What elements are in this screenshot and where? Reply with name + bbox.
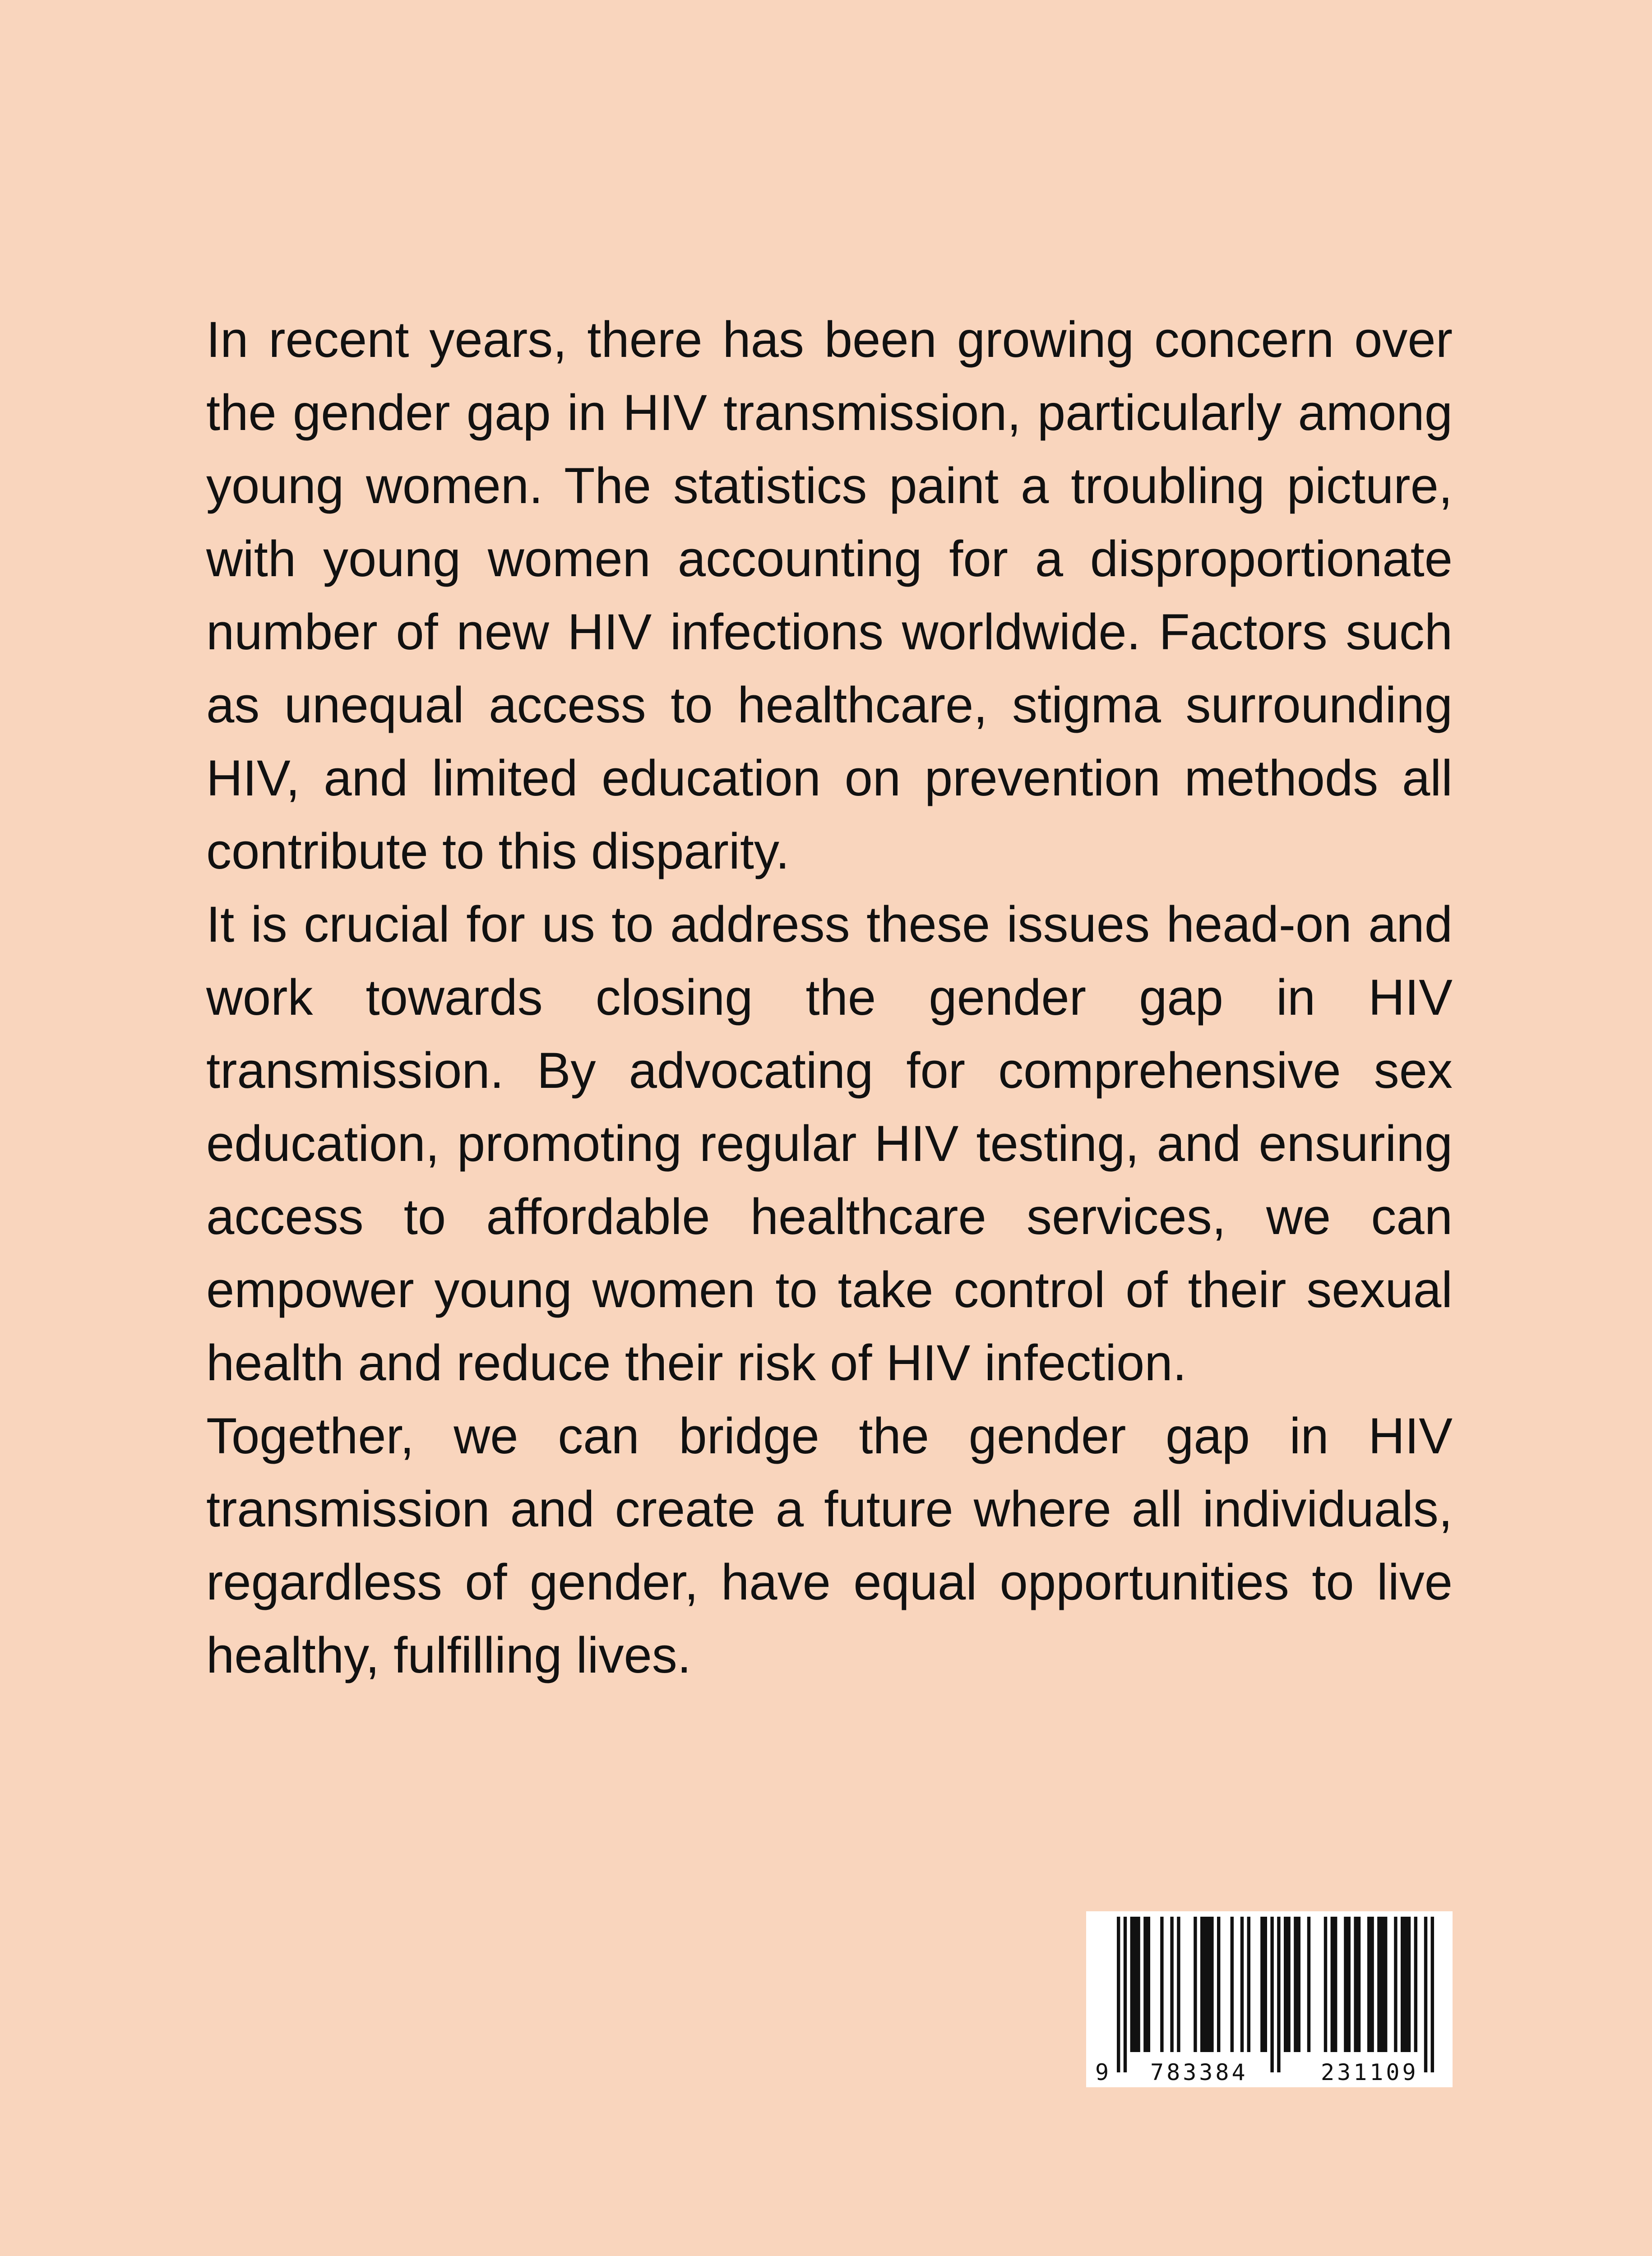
barcode-bar: [1247, 1917, 1250, 2052]
barcode-bar: [1354, 1917, 1360, 2052]
barcode-guard-bar: [1431, 1917, 1434, 2072]
barcode-guard-bar: [1424, 1917, 1427, 2072]
barcode-guard-bar: [1117, 1917, 1120, 2072]
barcode-bar: [1394, 1917, 1397, 2052]
back-cover-blurb: [206, 303, 1453, 1692]
barcode-bar: [1377, 1917, 1387, 2052]
barcode-bar: [1217, 1917, 1220, 2052]
barcode-bar: [1200, 1917, 1214, 2052]
barcode-guard-bar: [1124, 1917, 1127, 2072]
barcode-bar: [1367, 1917, 1374, 2052]
barcode-bar: [1170, 1917, 1173, 2052]
barcode-bar: [1177, 1917, 1180, 2052]
barcode-bar: [1240, 1917, 1244, 2052]
barcode-guard-bar: [1277, 1917, 1280, 2072]
barcode-bar: [1401, 1917, 1411, 2052]
barcode-bar: [1260, 1917, 1267, 2052]
barcode-digits-lead: 9: [1095, 2059, 1109, 2085]
barcode-bar: [1344, 1917, 1351, 2052]
barcode-bar: [1160, 1917, 1163, 2052]
blurb-paragraph-1: In recent years, there has been growing concern over the gender gap in HIV transmission, particularly among young women. The statistics paint a troubling picture, with young women accounting for a disproportionate number of new HIV infections worldwide. Factors such as unequal access to healthcare, stigma surrounding HIV, and limited education on prevention methods all contribute to this disparity.: [206, 311, 1453, 879]
barcode-bar: [1194, 1917, 1197, 2052]
barcode-bar: [1331, 1917, 1337, 2052]
barcode-bar: [1324, 1917, 1327, 2052]
blurb-paragraph-3: Together, we can bridge the gender gap in HIV transmission and create a future where all individuals, regardless of gender, have equal opportunities to live healthy, fulfilling lives.: [206, 1408, 1453, 1683]
barcode-digits-right: 231109: [1321, 2059, 1419, 2085]
isbn-barcode: [1086, 1911, 1453, 2087]
blurb-paragraph-2: It is crucial for us to address these issues head-on and work towards closing the gender gap in HIV transmission. By advocating for comprehensive sex education, promoting regular HIV testing, and ensuring access to affordable healthcare services, we can empower young women to take control of their sexual health and reduce their risk of HIV infection.: [206, 896, 1453, 1391]
barcode-bar: [1143, 1917, 1150, 2052]
barcode-digits-left: 783384: [1150, 2059, 1248, 2085]
barcode-bar: [1284, 1917, 1291, 2052]
barcode-guard-bar: [1270, 1917, 1273, 2072]
barcode-bar: [1307, 1917, 1310, 2052]
barcode-bar: [1294, 1917, 1300, 2052]
barcode-bar: [1130, 1917, 1140, 2052]
barcode-bar: [1231, 1917, 1234, 2052]
barcode-bar: [1414, 1917, 1417, 2052]
